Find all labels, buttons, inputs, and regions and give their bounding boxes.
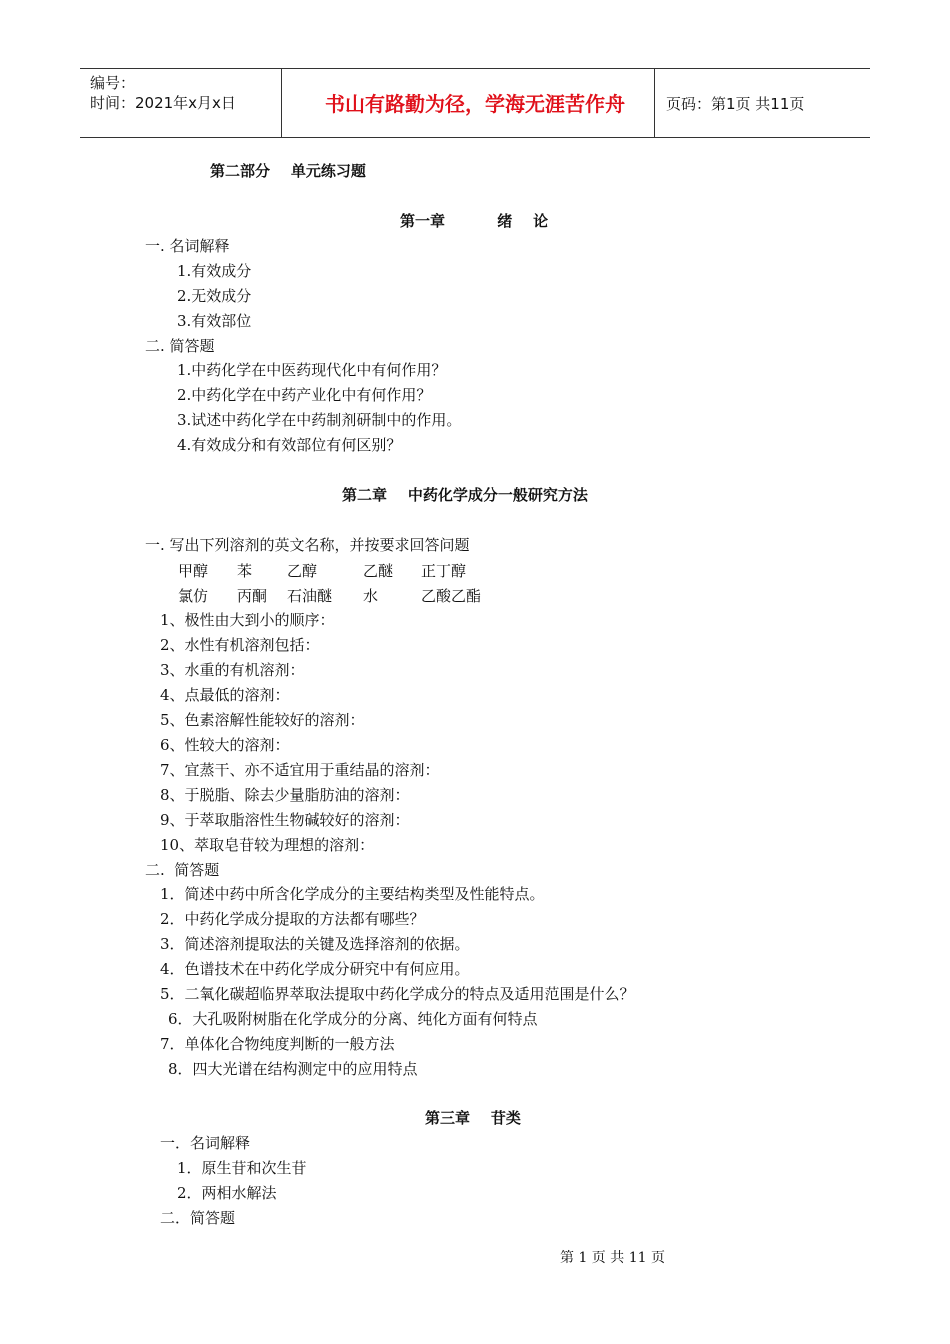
page-footer: 第 1 页 共 11 页 (560, 1250, 665, 1266)
chapter-title: 第一章 绪 论 (400, 212, 549, 230)
solvent-name: 水 (363, 587, 379, 605)
question-item: 4、点最低的溶剂： (160, 686, 290, 704)
section-heading: 一．名词解释 (160, 1134, 251, 1152)
header-divider (654, 69, 655, 137)
list-item: 4．色谱技术在中药化学成分研究中有何应用。 (160, 960, 470, 978)
section-heading: 二．简答题 (160, 1209, 236, 1227)
part-title: 第二部分 单元练习题 (210, 162, 366, 180)
list-item: 6．大孔吸附树脂在化学成分的分离、纯化方面有何特点 (168, 1010, 538, 1028)
solvent-name: 石油醚 (287, 587, 333, 605)
question-item: 9、于萃取脂溶性生物碱较好的溶剂： (160, 811, 410, 829)
solvent-name: 乙酸乙酯 (421, 587, 482, 605)
list-item: 3．简述溶剂提取法的关键及选择溶剂的依据。 (160, 935, 470, 953)
list-item: 3.有效部位 (177, 312, 252, 330)
section-heading: 一. 写出下列溶剂的英文名称，并按要求回答问题 (145, 536, 470, 554)
list-item: 2.中药化学在中药产业化中有何作用？ (177, 386, 432, 404)
time-label: 时间：2021年x月x日 (90, 94, 236, 112)
list-item: 5．二氧化碳超临界萃取法提取中药化学成分的特点及适用范围是什么？ (160, 985, 635, 1003)
list-item: 1.中药化学在中医药现代化中有何作用？ (177, 361, 447, 379)
chapter-title: 第三章 苷类 (425, 1109, 521, 1127)
question-item: 1、极性由大到小的顺序： (160, 611, 335, 629)
question-item: 10、萃取皂苷较为理想的溶剂： (160, 836, 375, 854)
header-pager: 页码：第1页 共11页 (666, 95, 805, 113)
solvent-name: 乙醇 (287, 562, 318, 580)
solvent-name: 丙酮 (237, 587, 268, 605)
section-heading: 一. 名词解释 (145, 237, 230, 255)
list-item: 1．原生苷和次生苷 (177, 1159, 307, 1177)
list-item: 7．单体化合物纯度判断的一般方法 (160, 1035, 395, 1053)
solvent-name: 甲醇 (178, 562, 209, 580)
section-heading: 二. 简答题 (145, 337, 215, 355)
question-item: 2、水性有机溶剂包括： (160, 636, 320, 654)
header-divider (281, 69, 282, 137)
solvent-name: 正丁醇 (421, 562, 467, 580)
number-label: 编号： (90, 74, 136, 92)
question-item: 7、宜蒸干、亦不适宜用于重结晶的溶剂： (160, 761, 440, 779)
question-item: 3、水重的有机溶剂： (160, 661, 305, 679)
list-item: 4.有效成分和有效部位有何区别？ (177, 436, 402, 454)
chapter-title: 第二章 中药化学成分一般研究方法 (342, 486, 588, 504)
solvent-name: 乙醚 (363, 562, 394, 580)
list-item: 2．中药化学成分提取的方法都有哪些？ (160, 910, 425, 928)
list-item: 3.试述中药化学在中药制剂研制中的作用。 (177, 411, 462, 429)
list-item: 1．简述中药中所含化学成分的主要结构类型及性能特点。 (160, 885, 545, 903)
page-header (80, 68, 870, 138)
list-item: 2.无效成分 (177, 287, 252, 305)
header-motto: 书山有路勤为径，学海无涯苦作舟 (325, 92, 625, 116)
question-item: 5、色素溶解性能较好的溶剂： (160, 711, 365, 729)
header-meta (90, 73, 236, 113)
solvent-name: 氯仿 (178, 587, 209, 605)
question-item: 6、性较大的溶剂： (160, 736, 290, 754)
solvent-name: 苯 (237, 562, 253, 580)
list-item: 8．四大光谱在结构测定中的应用特点 (168, 1060, 418, 1078)
list-item: 1.有效成分 (177, 262, 252, 280)
question-item: 8、于脱脂、除去少量脂肪油的溶剂： (160, 786, 410, 804)
section-heading: 二. 简答题 (145, 861, 220, 879)
list-item: 2．两相水解法 (177, 1184, 277, 1202)
